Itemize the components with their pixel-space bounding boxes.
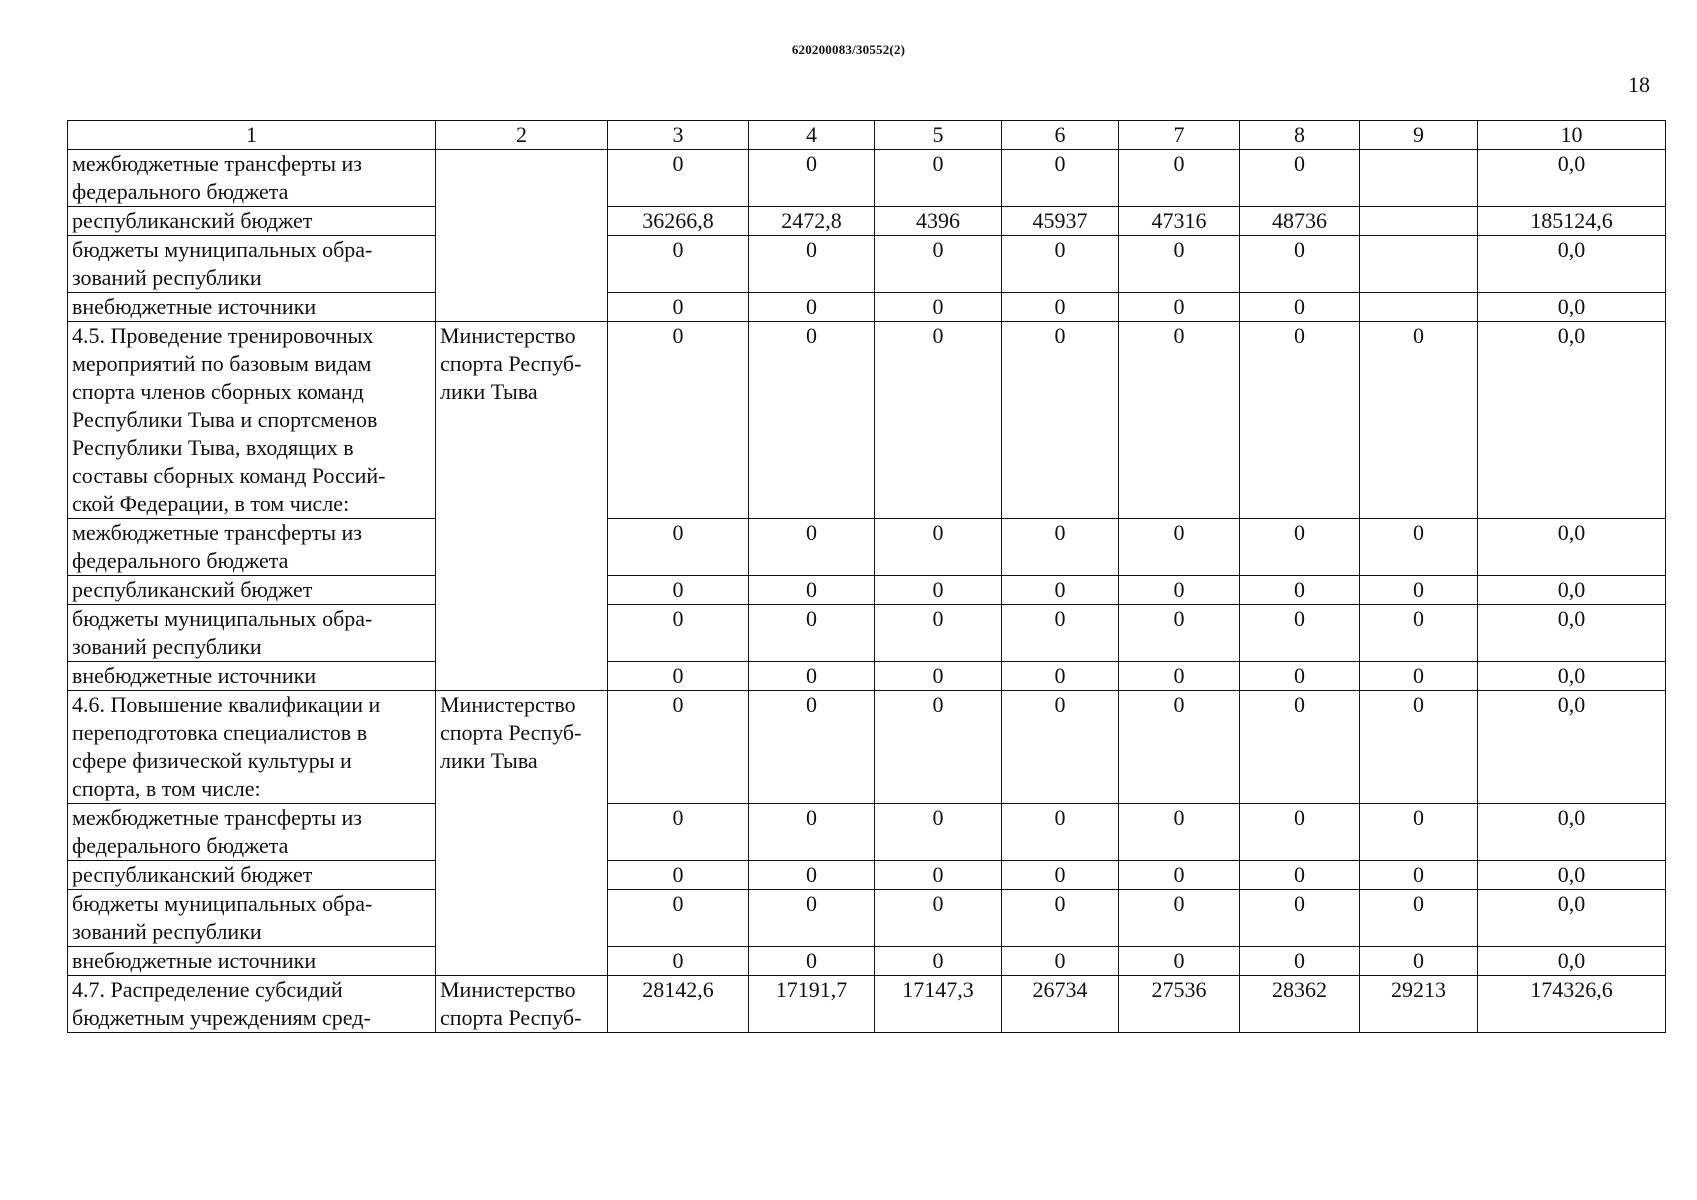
value-cell-col5: 0 — [875, 605, 1002, 662]
executor-text: Министерство спорта Респуб- лики Тыва — [440, 323, 582, 404]
table-row-source — [68, 947, 1666, 976]
value-cell-col9: 0 — [1360, 662, 1478, 691]
table-row-source — [68, 150, 1666, 207]
value-cell-col6: 0 — [1002, 519, 1119, 576]
value-cell-col4: 0 — [749, 519, 875, 576]
value-cell-col5: 4396 — [875, 207, 1002, 236]
value-cell-col5: 0 — [875, 947, 1002, 976]
value-cell-col5: 0 — [875, 322, 1002, 519]
value-cell-col10: 185124,6 — [1478, 207, 1666, 236]
value-cell-col10: 0,0 — [1478, 150, 1666, 207]
header-row — [68, 121, 1666, 150]
value-cell-col10: 0,0 — [1478, 662, 1666, 691]
value-cell-col7: 0 — [1119, 322, 1240, 519]
source-label — [68, 890, 436, 947]
document-code: 620200083/30552(2) — [791, 42, 906, 57]
value-cell-col7: 0 — [1119, 947, 1240, 976]
source-label — [68, 662, 436, 691]
table-row-source — [68, 861, 1666, 890]
value-cell-col9: 0 — [1360, 576, 1478, 605]
value-cell-col4: 0 — [749, 947, 875, 976]
value-cell-col8: 0 — [1240, 322, 1360, 519]
column-header: 8 — [1240, 121, 1360, 150]
value-cell-col3: 0 — [608, 293, 749, 322]
value-cell-col4: 0 — [749, 322, 875, 519]
value-cell-col8: 0 — [1240, 662, 1360, 691]
value-cell-col9: 0 — [1360, 804, 1478, 861]
value-cell-col7: 0 — [1119, 519, 1240, 576]
value-cell-col5: 17147,3 — [875, 976, 1002, 1033]
table-row-item — [68, 691, 1666, 804]
value-cell-col8: 0 — [1240, 947, 1360, 976]
value-cell-col9: 0 — [1360, 861, 1478, 890]
value-cell-col10: 0,0 — [1478, 861, 1666, 890]
value-cell-col4: 0 — [749, 576, 875, 605]
value-cell-col6: 0 — [1002, 890, 1119, 947]
value-cell-col5: 0 — [875, 236, 1002, 293]
value-cell-col9: 0 — [1360, 691, 1478, 804]
value-cell-col10: 0,0 — [1478, 236, 1666, 293]
table-row-source — [68, 293, 1666, 322]
value-cell-col3: 0 — [608, 322, 749, 519]
source-label — [68, 236, 436, 293]
value-cell-col5: 0 — [875, 150, 1002, 207]
value-cell-col8: 0 — [1240, 150, 1360, 207]
column-header: 6 — [1002, 121, 1119, 150]
value-cell-col7: 0 — [1119, 605, 1240, 662]
source-label — [68, 804, 436, 861]
source-label — [68, 207, 436, 236]
label-text: республиканский бюджет — [72, 208, 313, 233]
value-cell-col9 — [1360, 293, 1478, 322]
value-cell-col9 — [1360, 207, 1478, 236]
value-cell-col3: 0 — [608, 947, 749, 976]
value-cell-col9: 29213 — [1360, 976, 1478, 1033]
value-cell-col5: 0 — [875, 861, 1002, 890]
value-cell-col4: 0 — [749, 890, 875, 947]
value-cell-col9: 0 — [1360, 890, 1478, 947]
value-cell-col6: 0 — [1002, 662, 1119, 691]
value-cell-col6: 0 — [1002, 150, 1119, 207]
table-row-source — [68, 207, 1666, 236]
value-cell-col3: 0 — [608, 150, 749, 207]
value-cell-col3: 0 — [608, 662, 749, 691]
executor-text: Министерство спорта Респуб- — [440, 977, 582, 1030]
column-header: 10 — [1478, 121, 1666, 150]
value-cell-col9 — [1360, 150, 1478, 207]
source-label — [68, 947, 436, 976]
value-cell-col7: 0 — [1119, 293, 1240, 322]
value-cell-col3: 0 — [608, 890, 749, 947]
label-text: межбюджетные трансферты из федерального бюджета — [72, 151, 362, 204]
value-cell-col10: 0,0 — [1478, 890, 1666, 947]
value-cell-col8: 0 — [1240, 605, 1360, 662]
column-header: 1 — [68, 121, 436, 150]
table-row-source — [68, 576, 1666, 605]
label-text: бюджеты муниципальных обра- зований республики — [72, 606, 373, 659]
table-row-source — [68, 605, 1666, 662]
label-text: внебюджетные источники — [72, 663, 317, 688]
value-cell-col10: 0,0 — [1478, 322, 1666, 519]
value-cell-col10: 0,0 — [1478, 947, 1666, 976]
value-cell-col3: 0 — [608, 691, 749, 804]
column-header: 3 — [608, 121, 749, 150]
value-cell-col8: 0 — [1240, 236, 1360, 293]
executor-cell — [436, 691, 608, 976]
executor-cell — [436, 976, 608, 1033]
value-cell-col5: 0 — [875, 691, 1002, 804]
value-cell-col8: 0 — [1240, 861, 1360, 890]
label-text: 4.5. Проведение тренировочных мероприятий по базовым видам спорта членов сборных команд Республики Тыва и спортсменов Республики Тыва, входящих в составы сборных команд Россий- ской Федерации, в том числе: — [72, 323, 386, 516]
table-row-source — [68, 662, 1666, 691]
value-cell-col6: 0 — [1002, 605, 1119, 662]
value-cell-col5: 0 — [875, 662, 1002, 691]
label-text: межбюджетные трансферты из федерального бюджета — [72, 520, 362, 573]
value-cell-col4: 0 — [749, 293, 875, 322]
value-cell-col3: 0 — [608, 576, 749, 605]
value-cell-col7: 0 — [1119, 662, 1240, 691]
executor-text: Министерство спорта Респуб- лики Тыва — [440, 692, 582, 773]
value-cell-col7: 0 — [1119, 804, 1240, 861]
table-row-source — [68, 519, 1666, 576]
table-row-source — [68, 804, 1666, 861]
value-cell-col4: 0 — [749, 804, 875, 861]
item-label — [68, 322, 436, 519]
value-cell-col5: 0 — [875, 804, 1002, 861]
value-cell-col10: 0,0 — [1478, 691, 1666, 804]
value-cell-col5: 0 — [875, 293, 1002, 322]
label-text: 4.7. Распределение субсидий бюджетным учреждениям сред- — [72, 977, 371, 1030]
column-header: 7 — [1119, 121, 1240, 150]
value-cell-col8: 0 — [1240, 576, 1360, 605]
page-number: 18 — [1628, 72, 1650, 97]
label-text: республиканский бюджет — [72, 862, 313, 887]
table-row-source — [68, 236, 1666, 293]
value-cell-col10: 0,0 — [1478, 293, 1666, 322]
value-cell-col3: 0 — [608, 519, 749, 576]
value-cell-col6: 0 — [1002, 576, 1119, 605]
value-cell-col6: 0 — [1002, 293, 1119, 322]
value-cell-col6: 45937 — [1002, 207, 1119, 236]
source-label — [68, 519, 436, 576]
item-label — [68, 691, 436, 804]
value-cell-col7: 27536 — [1119, 976, 1240, 1033]
value-cell-col8: 0 — [1240, 293, 1360, 322]
table-body — [68, 121, 1666, 1033]
value-cell-col9 — [1360, 236, 1478, 293]
value-cell-col7: 0 — [1119, 890, 1240, 947]
column-header: 9 — [1360, 121, 1478, 150]
value-cell-col4: 2472,8 — [749, 207, 875, 236]
value-cell-col10: 174326,6 — [1478, 976, 1666, 1033]
value-cell-col6: 0 — [1002, 322, 1119, 519]
column-header: 4 — [749, 121, 875, 150]
value-cell-col4: 17191,7 — [749, 976, 875, 1033]
value-cell-col3: 0 — [608, 605, 749, 662]
value-cell-col9: 0 — [1360, 322, 1478, 519]
value-cell-col10: 0,0 — [1478, 605, 1666, 662]
source-label — [68, 605, 436, 662]
value-cell-col10: 0,0 — [1478, 519, 1666, 576]
value-cell-col6: 0 — [1002, 861, 1119, 890]
value-cell-col8: 0 — [1240, 890, 1360, 947]
value-cell-col4: 0 — [749, 150, 875, 207]
value-cell-col8: 0 — [1240, 691, 1360, 804]
value-cell-col9: 0 — [1360, 947, 1478, 976]
table-row-item — [68, 976, 1666, 1033]
label-text: 4.6. Повышение квалификации и переподготовка специалистов в сфере физической культуры и спорта, в том числе: — [72, 692, 381, 801]
value-cell-col6: 0 — [1002, 236, 1119, 293]
source-label — [68, 150, 436, 207]
value-cell-col3: 0 — [608, 236, 749, 293]
value-cell-col9: 0 — [1360, 605, 1478, 662]
label-text: межбюджетные трансферты из федерального бюджета — [72, 805, 362, 858]
executor-cell — [436, 322, 608, 691]
label-text: внебюджетные источники — [72, 948, 317, 973]
value-cell-col8: 0 — [1240, 804, 1360, 861]
label-text: бюджеты муниципальных обра- зований республики — [72, 237, 373, 290]
value-cell-col4: 0 — [749, 861, 875, 890]
label-text: внебюджетные источники — [72, 294, 317, 319]
budget-table — [67, 120, 1666, 1033]
value-cell-col6: 0 — [1002, 804, 1119, 861]
label-text: бюджеты муниципальных обра- зований республики — [72, 891, 373, 944]
value-cell-col3: 28142,6 — [608, 976, 749, 1033]
executor-cell — [436, 150, 608, 322]
label-text: республиканский бюджет — [72, 577, 313, 602]
table-row-source — [68, 890, 1666, 947]
value-cell-col3: 0 — [608, 861, 749, 890]
value-cell-col7: 0 — [1119, 236, 1240, 293]
value-cell-col6: 26734 — [1002, 976, 1119, 1033]
value-cell-col10: 0,0 — [1478, 804, 1666, 861]
value-cell-col3: 36266,8 — [608, 207, 749, 236]
value-cell-col5: 0 — [875, 519, 1002, 576]
value-cell-col6: 0 — [1002, 947, 1119, 976]
source-label — [68, 861, 436, 890]
value-cell-col7: 0 — [1119, 576, 1240, 605]
value-cell-col5: 0 — [875, 576, 1002, 605]
value-cell-col5: 0 — [875, 890, 1002, 947]
source-label — [68, 576, 436, 605]
value-cell-col8: 0 — [1240, 519, 1360, 576]
value-cell-col4: 0 — [749, 662, 875, 691]
value-cell-col7: 0 — [1119, 150, 1240, 207]
value-cell-col7: 47316 — [1119, 207, 1240, 236]
value-cell-col7: 0 — [1119, 861, 1240, 890]
table-row-item — [68, 322, 1666, 519]
value-cell-col6: 0 — [1002, 691, 1119, 804]
item-label — [68, 976, 436, 1033]
value-cell-col10: 0,0 — [1478, 576, 1666, 605]
value-cell-col4: 0 — [749, 605, 875, 662]
source-label — [68, 293, 436, 322]
value-cell-col8: 48736 — [1240, 207, 1360, 236]
value-cell-col7: 0 — [1119, 691, 1240, 804]
value-cell-col8: 28362 — [1240, 976, 1360, 1033]
value-cell-col9: 0 — [1360, 519, 1478, 576]
value-cell-col4: 0 — [749, 691, 875, 804]
value-cell-col3: 0 — [608, 804, 749, 861]
column-header: 2 — [436, 121, 608, 150]
value-cell-col4: 0 — [749, 236, 875, 293]
column-header: 5 — [875, 121, 1002, 150]
